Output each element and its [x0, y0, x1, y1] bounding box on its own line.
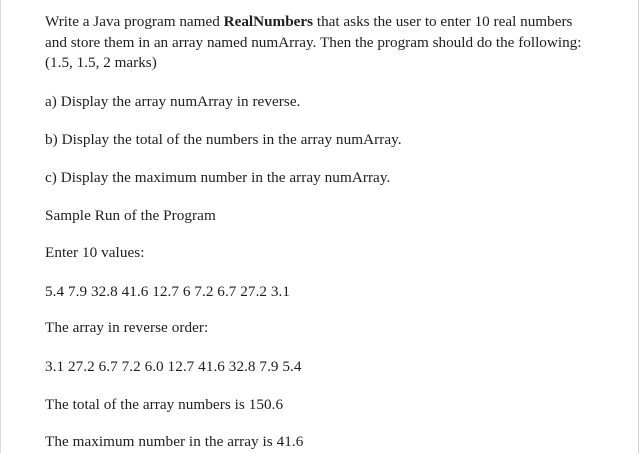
part-b: b) Display the total of the numbers in the array numArray.: [45, 131, 402, 148]
program-name: RealNumbers: [223, 13, 314, 30]
sample-run-heading: Sample Run of the Program: [45, 207, 216, 224]
maximum-line: The maximum number in the array is 41.6: [45, 433, 304, 450]
reverse-label: The array in reverse order:: [45, 319, 209, 336]
input-values: 5.4 7.9 32.8 41.6 12.7 6 7.2 6.7 27.2 3.1: [45, 283, 291, 300]
reverse-values: 3.1 27.2 6.7 7.2 6.0 12.7 41.6 32.8 7.9 5.4: [45, 358, 302, 375]
input-prompt: Enter 10 values:: [45, 244, 145, 261]
intro-line-2: and store them in an array named numArray. Then the program should do the following:: [45, 33, 582, 51]
intro-line-1: [45, 12, 630, 33]
part-c: c) Display the maximum number in the array numArray.: [45, 169, 391, 186]
question-intro: [45, 12, 630, 74]
part-a: a) Display the array numArray in reverse.: [45, 93, 301, 110]
intro-line-1-suffix: that asks the user to enter 10 real numbers: [313, 13, 573, 30]
total-line: The total of the array numbers is 150.6: [45, 396, 284, 413]
marks-line: (1.5, 1.5, 2 marks): [45, 54, 157, 71]
intro-prefix: Write a Java program named: [45, 13, 224, 30]
